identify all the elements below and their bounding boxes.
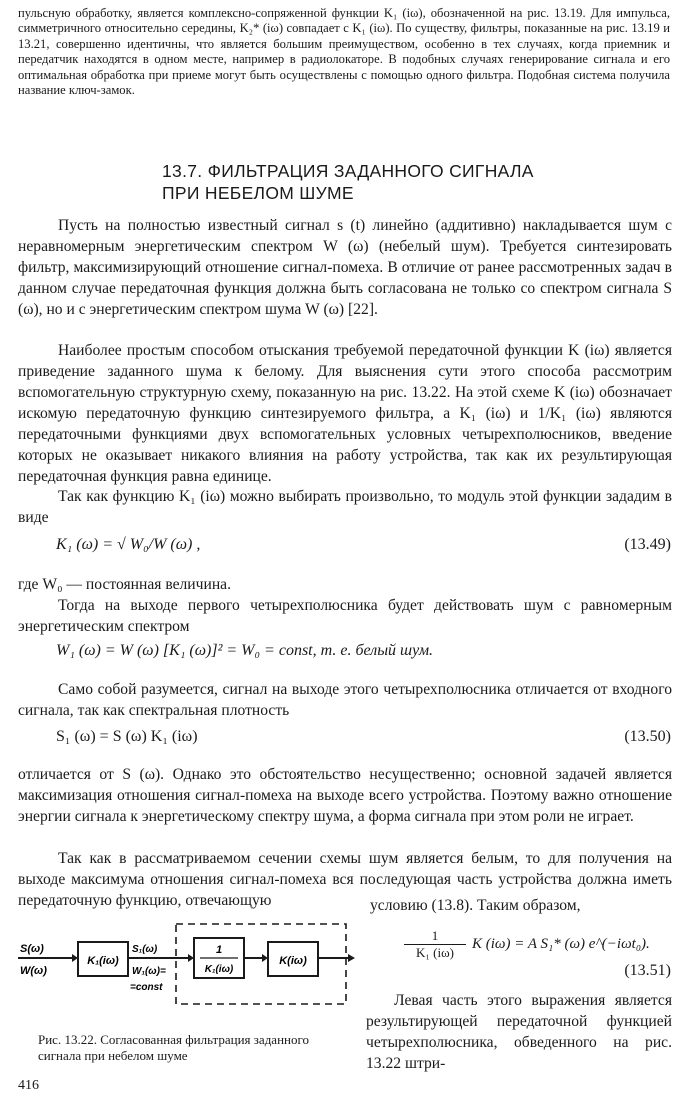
diagram-input-w: W(ω) bbox=[20, 965, 47, 977]
fraction-denominator: K₁ (iω) bbox=[416, 945, 454, 960]
diagram-mid-w: W₁(ω)= bbox=[132, 966, 166, 977]
paragraph-2: Наиболее простым способом отыскания требуемой передаточной функции K (iω) является приведение заданного шума к белому. Для выяснения сути этого способа рассмотрим вспомогательную структурную схему, показанную на рис. 13.22. На этой схеме K (iω) обозначает искомую передаточную функцию синтезируемого фильтра, а K₁ (iω) и 1/K₁ (iω) являются передаточными функциями двух вспомогательных условных четырехполюсников, введение которых не оказывает никакого влияния на работу устройства, так как их результирующая передаточная функция равна единице. bbox=[18, 342, 672, 485]
equation-number-13-51: (13.51) bbox=[624, 962, 671, 979]
paragraph-4: где W₀ — постоянная величина. bbox=[18, 576, 232, 593]
figure-caption: Рис. 13.22. Согласованная фильтрация заданного сигнала при небелом шуме bbox=[38, 1032, 309, 1063]
section-title-line1: 13.7. ФИЛЬТРАЦИЯ ЗАДАННОГО СИГНАЛА bbox=[162, 161, 534, 181]
page-number: 416 bbox=[18, 1078, 39, 1093]
paragraph-8: Так как в рассматриваемом сечении схемы шум является белым, то для получения на выходе максимума отношения сигнал-помеха вся последующая часть устройства должна иметь передаточную функцию, отвечающую bbox=[18, 850, 672, 909]
paragraph-3: Так как функцию K₁ (iω) можно выбирать произвольно, то модуль этой функции зададим в виде bbox=[18, 488, 672, 526]
section-heading bbox=[162, 160, 534, 204]
equation-13-51 bbox=[404, 928, 650, 961]
paragraph-1: Пусть на полностью известный сигнал s (t) линейно (аддитивно) накладывается шум с неравномерным энергетическим спектром W (ω) (небелый шум). Требуется синтезировать фильтр, максимизирующий отношение сигнал-помеха. В отличие от ранее рассмотренных задач в данном случае передаточная функция должна быть согласована не только со спектром сигнала S (ω), но и с энергетическим спектром шума W (ω) [22]. bbox=[18, 217, 672, 318]
output-arrow bbox=[348, 954, 355, 962]
fraction-numerator: 1 bbox=[431, 928, 439, 943]
dashed-enclosure bbox=[176, 924, 346, 1004]
diagram-mid-const: =const bbox=[130, 982, 163, 993]
paragraph-6: Само собой разумеется, сигнал на выходе этого четырехполюсника отличается от входного сигнала, так как спектральная плотность bbox=[18, 681, 672, 719]
paragraph-7: отличается от S (ω). Однако это обстоятельство несущественно; основной задачей является максимизация отношения сигнал-помеха на выходе всего устройства. Поэтому важно отношение энергии сигнала к энергетическому спектру шума, а форма сигнала при этом роли не играет. bbox=[18, 766, 672, 825]
diagram-mid-s: S₁(ω) bbox=[132, 944, 158, 955]
section-title-line2: ПРИ НЕБЕЛОМ ШУМЕ bbox=[162, 183, 354, 203]
top-paragraph: пульсную обработку, является комплексно-сопряженной функции K₁ (iω), обозначенной на рис. 13.19. Для импульса, симметричного относительно середины, K₂* (iω) совпадает с K₁ (iω). По существу, фильтры, показанные на рис. 13.19 и 13.21, совершенно идентичны, что является большим преимуществом, особенно в тех случаях, когда приемник и передатчик находятся в одном месте, например в радиолокаторе. В подобных случаях генерирование сигнала и его оптимальная обработка при приеме могут быть осуществлены с помощью одного фильтра. Подобная система получила название ключ-замок. bbox=[18, 6, 670, 98]
paragraph-8-tail: условию (13.8). Таким образом, bbox=[370, 897, 581, 914]
fraction bbox=[404, 928, 466, 961]
right-column-paragraph: Левая часть этого выражения является результирующей передаточной функцией четырехполюсника, обведенного на рис. 13.22 штри- bbox=[366, 992, 672, 1072]
paragraph-5: Тогда на выходе первого четырехполюсника будет действовать шум с равномерным энергетическим спектром bbox=[18, 597, 672, 635]
diagram-input-s: S(ω) bbox=[20, 943, 44, 955]
block-inverse-num: 1 bbox=[215, 944, 223, 956]
block-inverse-den: K₁(iω) bbox=[204, 964, 234, 975]
equation-13-50: S₁ (ω) = S (ω) K₁ (iω) bbox=[56, 728, 198, 745]
block-k1-label: K₁(iω) bbox=[87, 955, 119, 967]
block-diagram bbox=[18, 918, 358, 1028]
equation-white-noise: W₁ (ω) = W (ω) [K₁ (ω)]² = W₀ = const, т. е. белый шум. bbox=[56, 642, 434, 659]
block-k-label: K(iω) bbox=[279, 955, 307, 967]
equation-number-13-50: (13.50) bbox=[624, 728, 671, 745]
equation-rhs: K (iω) = A S₁* (ω) e^(−iωt₀). bbox=[472, 936, 650, 952]
equation-13-49: K₁ (ω) = √ W₀/W (ω) , bbox=[56, 536, 201, 553]
equation-number-13-49: (13.49) bbox=[624, 536, 671, 553]
